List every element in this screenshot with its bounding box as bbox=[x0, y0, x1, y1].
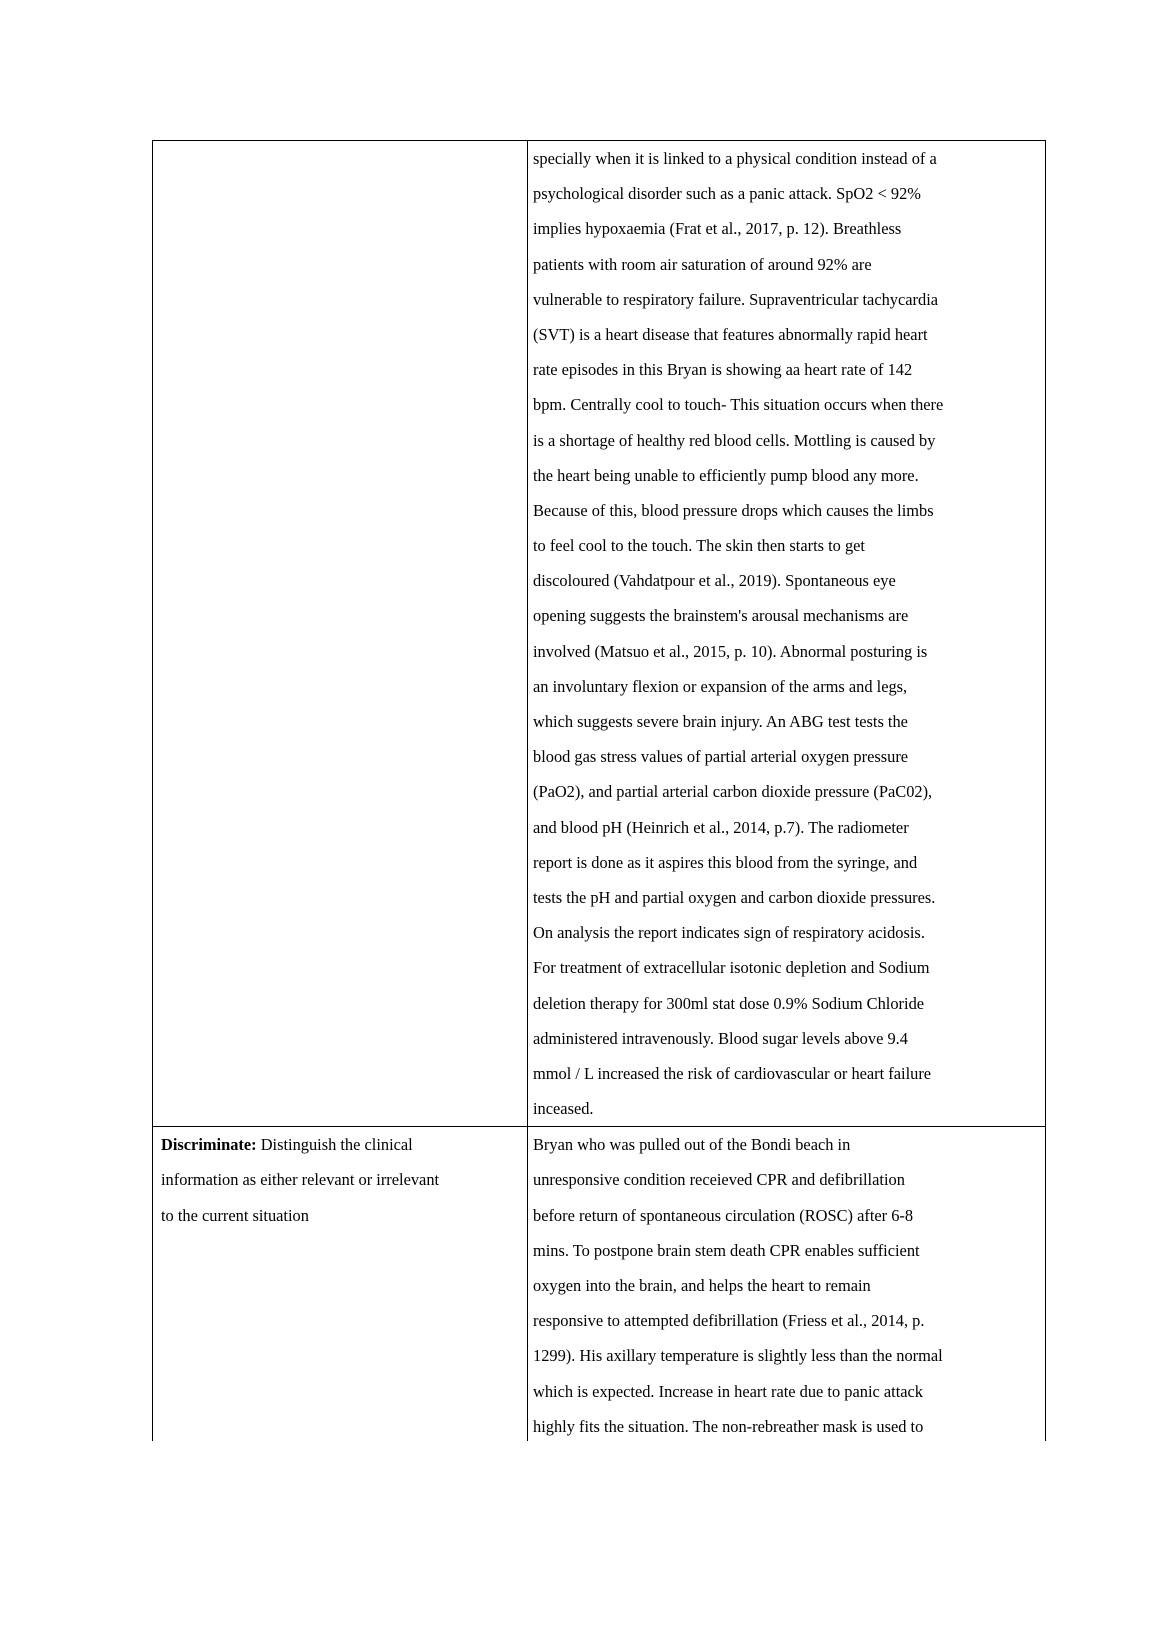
text-line: mins. To postpone brain stem death CPR enables sufficient bbox=[533, 1240, 920, 1260]
text-line: deletion therapy for 300ml stat dose 0.9% Sodium Chloride bbox=[533, 993, 925, 1013]
text-line: an involuntary flexion or expansion of the arms and legs, bbox=[533, 676, 908, 696]
discriminate-right-text bbox=[533, 1127, 1045, 1444]
cell-content bbox=[528, 1127, 1045, 1444]
text-line: On analysis the report indicates sign of respiratory acidosis. bbox=[533, 923, 925, 943]
table-cell-left-discriminate bbox=[153, 1127, 528, 1445]
text-line: (PaO2), and partial arterial carbon dioxide pressure (PaC02), bbox=[533, 782, 933, 802]
text-line: bpm. Centrally cool to touch- This situation occurs when there bbox=[533, 395, 944, 415]
continuation-right-text bbox=[533, 141, 1045, 1126]
text-line: rate episodes in this Bryan is showing aa heart rate of 142 bbox=[533, 360, 913, 380]
text-line: specially when it is linked to a physical condition instead of a bbox=[533, 149, 937, 168]
table-body bbox=[153, 141, 1046, 1445]
text-line: implies hypoxaemia (Frat et al., 2017, p. 12). Breathless bbox=[533, 219, 902, 239]
cell-content bbox=[153, 1127, 527, 1233]
table-cell-right-continuation bbox=[528, 141, 1046, 1127]
text-line: involved (Matsuo et al., 2015, p. 10). Abnormal posturing is bbox=[533, 641, 928, 661]
text-line: discoloured (Vahdatpour et al., 2019). Spontaneous eye bbox=[533, 571, 896, 591]
table-cell-right-discriminate bbox=[528, 1127, 1046, 1445]
text-line: the heart being unable to efficiently pump blood any more. bbox=[533, 465, 919, 485]
text-line: blood gas stress values of partial arterial oxygen pressure bbox=[533, 747, 909, 767]
text-line: inceased. bbox=[533, 1099, 594, 1119]
table-row bbox=[153, 1127, 1046, 1445]
text-line: administered intravenously. Blood sugar levels above 9.4 bbox=[533, 1028, 908, 1048]
text-line: tests the pH and partial oxygen and carbon dioxide pressures. bbox=[533, 887, 936, 907]
page-right-margin-mask bbox=[1046, 0, 1158, 1638]
text-line: psychological disorder such as a panic attack. SpO2 < 92% bbox=[533, 184, 921, 204]
text-line: which suggests severe brain injury. An ABG test tests the bbox=[533, 712, 908, 731]
text-line: 1299). His axillary temperature is slightly less than the normal bbox=[533, 1346, 943, 1366]
text-line: and blood pH (Heinrich et al., 2014, p.7). The radiometer bbox=[533, 817, 909, 837]
text-line: Bryan who was pulled out of the Bondi beach in bbox=[533, 1135, 851, 1155]
text-line: vulnerable to respiratory failure. Supraventricular tachycardia bbox=[533, 289, 939, 309]
text-line: mmol / L increased the risk of cardiovascular or heart failure bbox=[533, 1063, 932, 1083]
text-line: to the current situation bbox=[161, 1205, 309, 1225]
text-line: report is done as it aspires this blood from the syringe, and bbox=[533, 852, 918, 872]
assessment-table bbox=[152, 140, 1046, 1445]
text-line: Discriminate: Distinguish the clinical bbox=[161, 1135, 413, 1155]
text-line: responsive to attempted defibrillation (Friess et al., 2014, p. bbox=[533, 1311, 925, 1331]
text-line: oxygen into the brain, and helps the heart to remain bbox=[533, 1276, 871, 1295]
text-line: is a shortage of healthy red blood cells. Mottling is caused by bbox=[533, 430, 936, 450]
text-line: before return of spontaneous circulation (ROSC) after 6-8 bbox=[533, 1205, 914, 1225]
text-line: Because of this, blood pressure drops which causes the limbs bbox=[533, 500, 934, 520]
page-bottom-margin-mask bbox=[0, 1441, 1158, 1638]
table-row bbox=[153, 141, 1046, 1127]
text-line: (SVT) is a heart disease that features abnormally rapid heart bbox=[533, 324, 928, 344]
text-line: to feel cool to the touch. The skin then starts to get bbox=[533, 536, 865, 556]
lead-label: Discriminate: bbox=[161, 1135, 257, 1155]
text-line: unresponsive condition receieved CPR and defibrillation bbox=[533, 1170, 905, 1190]
table-cell-left-continuation bbox=[153, 141, 528, 1127]
text-line: which is expected. Increase in heart rate due to panic attack bbox=[533, 1381, 923, 1401]
discriminate-left-text bbox=[153, 1127, 527, 1233]
text-line: highly fits the situation. The non-rebreather mask is used to bbox=[533, 1416, 924, 1436]
text-line: opening suggests the brainstem's arousal mechanisms are bbox=[533, 606, 909, 626]
cell-content bbox=[528, 141, 1045, 1126]
text-line: For treatment of extracellular isotonic depletion and Sodium bbox=[533, 958, 930, 978]
text-line: patients with room air saturation of around 92% are bbox=[533, 254, 872, 274]
text-line: information as either relevant or irrelevant bbox=[161, 1170, 440, 1190]
